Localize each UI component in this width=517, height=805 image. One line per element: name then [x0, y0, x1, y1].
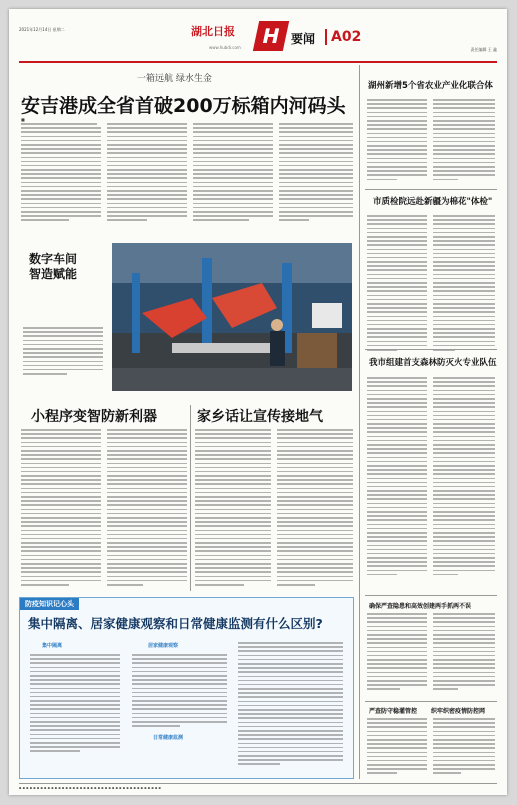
right-column-divider — [359, 65, 360, 779]
lead-headline: 安吉港成全省首破200万标箱内河码头 — [21, 95, 346, 117]
divider — [365, 189, 497, 190]
mid-headline-left: 小程序变智防新利器 — [31, 409, 157, 425]
right-headline-5b: 织牢织密疫情防控网 — [431, 708, 486, 715]
right-story1-col2 — [433, 99, 495, 183]
lead-column-3 — [193, 123, 273, 224]
divider — [365, 595, 497, 596]
right-headline-5a: 严查防守稳灌管控 — [369, 708, 418, 715]
mid-left-column-2 — [107, 429, 187, 588]
box-col2-title: 居家健康观察 — [148, 643, 179, 649]
lead-column-4 — [279, 123, 353, 224]
box-col3-title: 日常健康监测 — [153, 735, 184, 741]
mid-right-column-2 — [277, 429, 353, 588]
right-story2-col2 — [433, 215, 495, 353]
right-story2-col1 — [367, 215, 427, 353]
epidemic-knowledge-box — [19, 597, 354, 779]
right-story4-col1 — [367, 613, 427, 693]
box-headline: 集中隔离、居家健康观察和日常健康监测有什么区别? — [28, 616, 323, 631]
divider — [365, 349, 497, 350]
box-tab-label: 防疫知识记心头 — [20, 598, 79, 610]
masthead — [19, 21, 497, 63]
right-story1-col1 — [367, 99, 427, 183]
mid-right-column-1 — [195, 429, 271, 588]
brand-mark-icon: H — [253, 21, 289, 51]
mid-headline-right: 家乡话让宣传接地气 — [197, 409, 323, 425]
newspaper-page — [9, 9, 507, 795]
lead-column-1 — [21, 123, 101, 224]
issue-date: 2021年12月14日 星期二 — [19, 27, 65, 32]
page-footer: ▪ ▪ ▪ ▪ ▪ ▪ ▪ ▪ ▪ ▪ ▪ ▪ ▪ ▪ ▪ ▪ ▪ ▪ ▪ ▪ ▪ ▪ ▪ ▪ ▪ ▪ ▪ ▪ ▪ ▪ ▪ ▪ ▪ ▪ ▪ ▪ ▪ ▪ ▪ ▪ — [19, 783, 497, 790]
right-story3-col2 — [433, 377, 495, 578]
section-name: 要闻 — [291, 32, 316, 46]
photo-caption-line2: 智造赋能 — [29, 267, 78, 281]
factory-photo — [112, 243, 352, 391]
right-headline-4: 确保严查隐患和高效创建两手抓两不误 — [369, 603, 472, 610]
right-headline-1: 湖州新增5个省农业产业化联合体 — [368, 81, 493, 91]
right-headline-2: 市质检院远赴新疆为棉花"体检" — [373, 197, 493, 207]
right-story4-col2 — [433, 613, 495, 693]
photo-caption-text — [23, 327, 103, 377]
lead-kicker: 一箱远航 绿水生金 — [137, 74, 212, 84]
mid-left-column-1 — [21, 429, 101, 588]
box-col1-title: 集中隔离 — [42, 643, 63, 649]
lead-byline: ■ — [21, 117, 25, 122]
website-url: www.hubdi.com — [209, 45, 241, 50]
divider — [365, 701, 497, 702]
editor-credit: 责任编辑 王 鑫 — [470, 47, 497, 52]
right-story5-col1 — [367, 718, 427, 777]
photo-caption-line1: 数字车间 — [29, 252, 78, 266]
right-story3-col1 — [367, 377, 427, 578]
box-col4-text — [238, 642, 343, 768]
box-col2-text — [132, 654, 227, 729]
newspaper-logo: 湖北日报 — [191, 25, 235, 38]
lead-column-2 — [107, 123, 187, 224]
column-divider — [190, 405, 191, 591]
right-headline-3: 我市组建首支森林防灭火专业队伍 — [369, 358, 497, 368]
page-number: A02 — [325, 29, 361, 45]
right-story5-col2 — [433, 718, 495, 777]
box-col1-text — [30, 654, 120, 755]
